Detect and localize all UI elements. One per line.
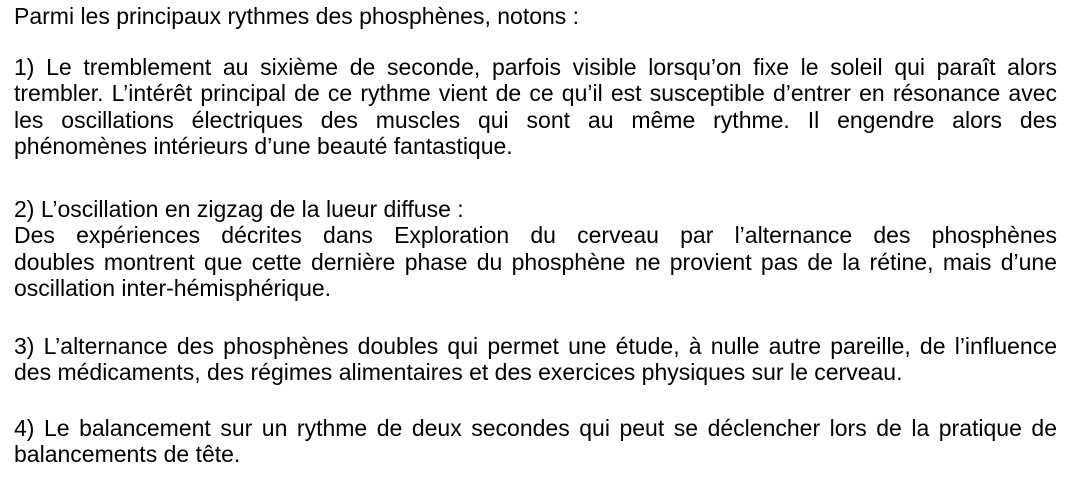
- text-line: Des expériences décrites dans Exploration du cerveau par l’alternance des phosphènes: [14, 222, 1057, 248]
- paragraph-3: [14, 333, 1057, 386]
- text-line: 4) Le balancement sur un rythme de deux secondes qui peut se déclencher lors de la pratique de: [14, 414, 1057, 441]
- intro-line: Parmi les principaux rythmes des phosphènes, notons :: [14, 3, 580, 29]
- text-line: 3) L’alternance des phosphènes doubles qui permet une étude, à nulle autre pareille, de l’influence: [14, 332, 1057, 359]
- text-line: balancements de tête.: [14, 441, 241, 467]
- text-line: doubles montrent que cette dernière phase du phosphène ne provient pas de la rétine, mais d’une: [14, 248, 1057, 275]
- text-line: 2) L’oscillation en zigzag de la lueur diffuse :: [14, 195, 464, 222]
- paragraph-2: [14, 196, 1057, 302]
- text-line: des médicaments, des régimes alimentaires et des exercices physiques sur le cerveau.: [14, 359, 903, 385]
- text-line: phénomènes intérieurs d’une beauté fantastique.: [14, 133, 513, 159]
- text-line: 1) Le tremblement au sixième de seconde, parfois visible lorsqu’on fixe le soleil qui paraît alors: [14, 53, 1057, 80]
- text-line: les oscillations électriques des muscles qui sont au même rythme. Il engendre alors des: [14, 106, 1057, 133]
- text-line: trembler. L’intérêt principal de ce rythme vient de ce qu’il est susceptible d’entrer en résonance avec: [14, 80, 1057, 106]
- paragraph-1: [14, 54, 1057, 160]
- paragraph-4: [14, 415, 1057, 468]
- text-line: oscillation inter-hémisphérique.: [14, 275, 332, 301]
